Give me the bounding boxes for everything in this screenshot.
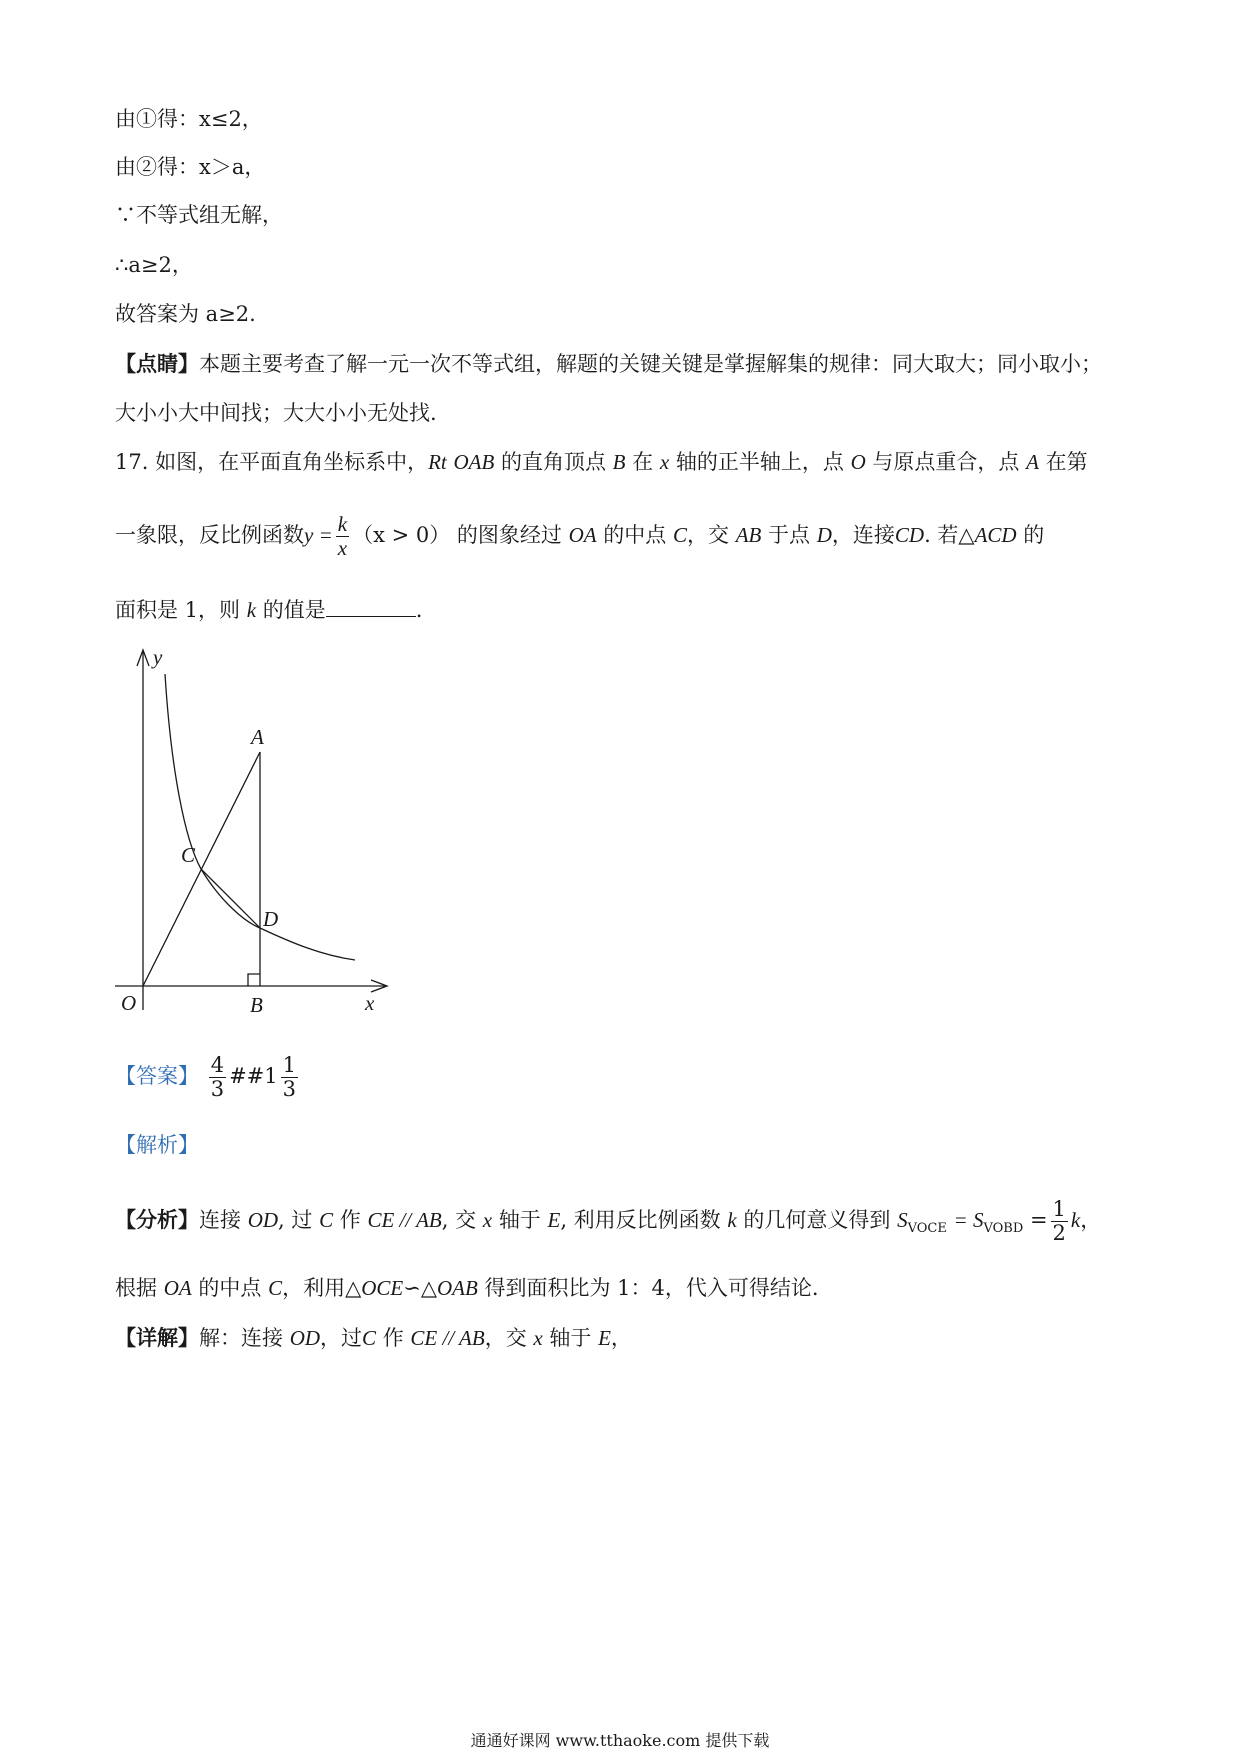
math-oab: OAB [436, 1276, 478, 1300]
fraction-k-over-x [336, 513, 349, 560]
math-c: C [268, 1276, 283, 1300]
solution-line-1: 由①得：x≤2， [115, 107, 263, 131]
fraction-denominator: 2 [1052, 1221, 1066, 1245]
problem-line-1 [115, 447, 1088, 477]
problem-number: 17. [115, 450, 149, 474]
fraction-numerator: 1 [1052, 1197, 1066, 1221]
solution-line-4: ∴a≥2， [115, 253, 193, 277]
solution-line-3: ∵不等式组无解， [115, 203, 283, 227]
math-e: E [598, 1326, 611, 1350]
problem-text: . 若△ [924, 523, 975, 547]
answer-mixed-fraction [281, 1054, 298, 1101]
problem-text: 的直角顶点 [500, 450, 606, 474]
detail-text: 轴于 [549, 1326, 592, 1350]
comment-tag: 【点睛】 [115, 351, 199, 376]
math-b: B [612, 450, 626, 474]
solution-line-5: 故答案为 a≥2. [115, 302, 256, 326]
math-y-eq: y = [304, 523, 333, 547]
fenxi-text: 轴于 [498, 1208, 541, 1232]
problem-text: 的中点 [603, 523, 667, 547]
fenxi-text: 的中点 [198, 1276, 262, 1300]
math-oa: OA [163, 1276, 192, 1300]
label-x: x [365, 991, 375, 1015]
math-ce-parallel-ab: CE // AB [410, 1326, 485, 1350]
math-e: E [547, 1208, 561, 1232]
fraction-numerator: k [337, 512, 348, 536]
math-ce-parallel-ab: CE // AB [367, 1208, 442, 1232]
fenxi-tag: 【分析】 [115, 1207, 199, 1232]
math-k: k [727, 1208, 737, 1232]
fenxi-text: , 利用反比例函数 [560, 1208, 721, 1232]
problem-text: 与原点重合，点 [872, 450, 1020, 474]
fenxi-text: 作 [339, 1208, 361, 1232]
problem-line-2 [115, 505, 1044, 565]
detail-text: ，交 [484, 1326, 527, 1350]
math-k: k [246, 598, 257, 622]
label-o: O [121, 991, 137, 1015]
math-eq: = [1029, 1208, 1048, 1232]
label-a: A [251, 725, 264, 749]
fenxi-text: 根据 [115, 1276, 157, 1300]
problem-text: 在第 [1045, 450, 1088, 474]
analysis-tag: 【解析】 [115, 1133, 199, 1157]
comment-line-2: 大小小大中间找；大大小小无处找. [115, 401, 437, 425]
label-c: C [181, 843, 196, 867]
math-x: x [533, 1326, 543, 1350]
fraction-numerator: 1 [282, 1053, 296, 1077]
math-eq-s: = S [953, 1208, 984, 1232]
fenxi-text: 得到面积比为 1：4，代入可得结论. [484, 1276, 819, 1300]
fenxi-text: ，利用△ [282, 1276, 362, 1300]
math-s: S [897, 1208, 908, 1232]
problem-text: 一象限，反比例函数 [115, 523, 304, 547]
right-angle-mark [248, 974, 260, 986]
problem-text: 于点 [768, 523, 811, 547]
fraction-numerator: 4 [210, 1053, 225, 1077]
problem-text: 轴的正半轴上，点 [675, 450, 844, 474]
answer-line [115, 1046, 301, 1106]
math-acd: ACD [974, 523, 1017, 547]
fenxi-line-1 [115, 1190, 1101, 1259]
comment-text-1: 本题主要考查了解一元一次不等式组，解题的关键关键是掌握解集的规律：同大取大；同小取小； [199, 352, 1102, 376]
problem-condition: （x > 0） [352, 523, 451, 547]
problem-text: ，连接 [831, 523, 895, 547]
math-c: C [672, 523, 687, 547]
label-b: B [250, 993, 263, 1017]
problem-text: 的 [1023, 523, 1045, 547]
math-od: OD [247, 1208, 279, 1232]
problem-text: 如图，在平面直角坐标系中， [155, 450, 429, 474]
fenxi-text: 的几何意义得到 [743, 1208, 891, 1232]
fenxi-text: , 交 [441, 1208, 477, 1232]
math-subscript: VOBD [983, 1221, 1024, 1237]
label-d: D [263, 907, 279, 931]
math-x: x [482, 1208, 493, 1232]
math-od: OD [289, 1326, 321, 1350]
problem-text: 的图象经过 [456, 523, 562, 547]
math-k: k [1070, 1208, 1081, 1232]
math-x: x [659, 450, 670, 474]
answer-fraction [209, 1054, 226, 1101]
problem-text: . [415, 598, 423, 622]
fenxi-text: 连接 [199, 1208, 241, 1232]
fenxi-text: ， [1080, 1208, 1102, 1232]
answer-blank[interactable] [326, 594, 416, 617]
fraction-denominator: x [337, 536, 348, 560]
math-cd: CD [894, 523, 925, 547]
coordinate-figure [105, 640, 405, 1020]
math-a: A [1026, 450, 1039, 474]
detail-text: ， [610, 1326, 632, 1350]
detail-line [115, 1323, 632, 1353]
math-d: D [816, 523, 832, 547]
detail-text: 解：连接 [199, 1326, 283, 1350]
math-ab: AB [735, 523, 762, 547]
fraction-denominator: 3 [282, 1077, 296, 1101]
problem-line-3 [115, 594, 422, 625]
math-rt: Rt [428, 450, 447, 474]
problem-text: 面积是 1，则 [115, 598, 241, 622]
math-c: C [362, 1326, 377, 1350]
detail-text: 作 [382, 1326, 404, 1350]
answer-tag: 【答案】 [115, 1064, 199, 1088]
problem-text: 在 [632, 450, 654, 474]
comment-line-1 [115, 349, 1102, 379]
math-oce: OCE [361, 1276, 404, 1300]
fraction-one-half [1051, 1198, 1068, 1245]
fenxi-text: , 过 [278, 1208, 313, 1232]
math-subscript: VOCE [907, 1221, 947, 1237]
detail-text: ，过 [320, 1326, 363, 1350]
problem-text: 的值是 [262, 598, 326, 622]
label-y: y [153, 645, 163, 669]
answer-separator: ##1 [229, 1064, 278, 1088]
math-c: C [319, 1208, 334, 1232]
fenxi-line-2 [115, 1273, 819, 1303]
fraction-denominator: 3 [210, 1077, 225, 1101]
solution-line-2: 由②得：x＞a， [115, 155, 266, 179]
math-o: O [850, 450, 866, 474]
page-footer: 通通好课网 www.tthaoke.com 提供下载 [470, 1731, 770, 1750]
math-oab: OAB [453, 450, 495, 474]
detail-tag: 【详解】 [115, 1325, 199, 1350]
problem-text: ，交 [687, 523, 729, 547]
math-oa: OA [568, 523, 597, 547]
segment-cd [201, 869, 260, 928]
math-similar: ∽△ [403, 1276, 437, 1300]
